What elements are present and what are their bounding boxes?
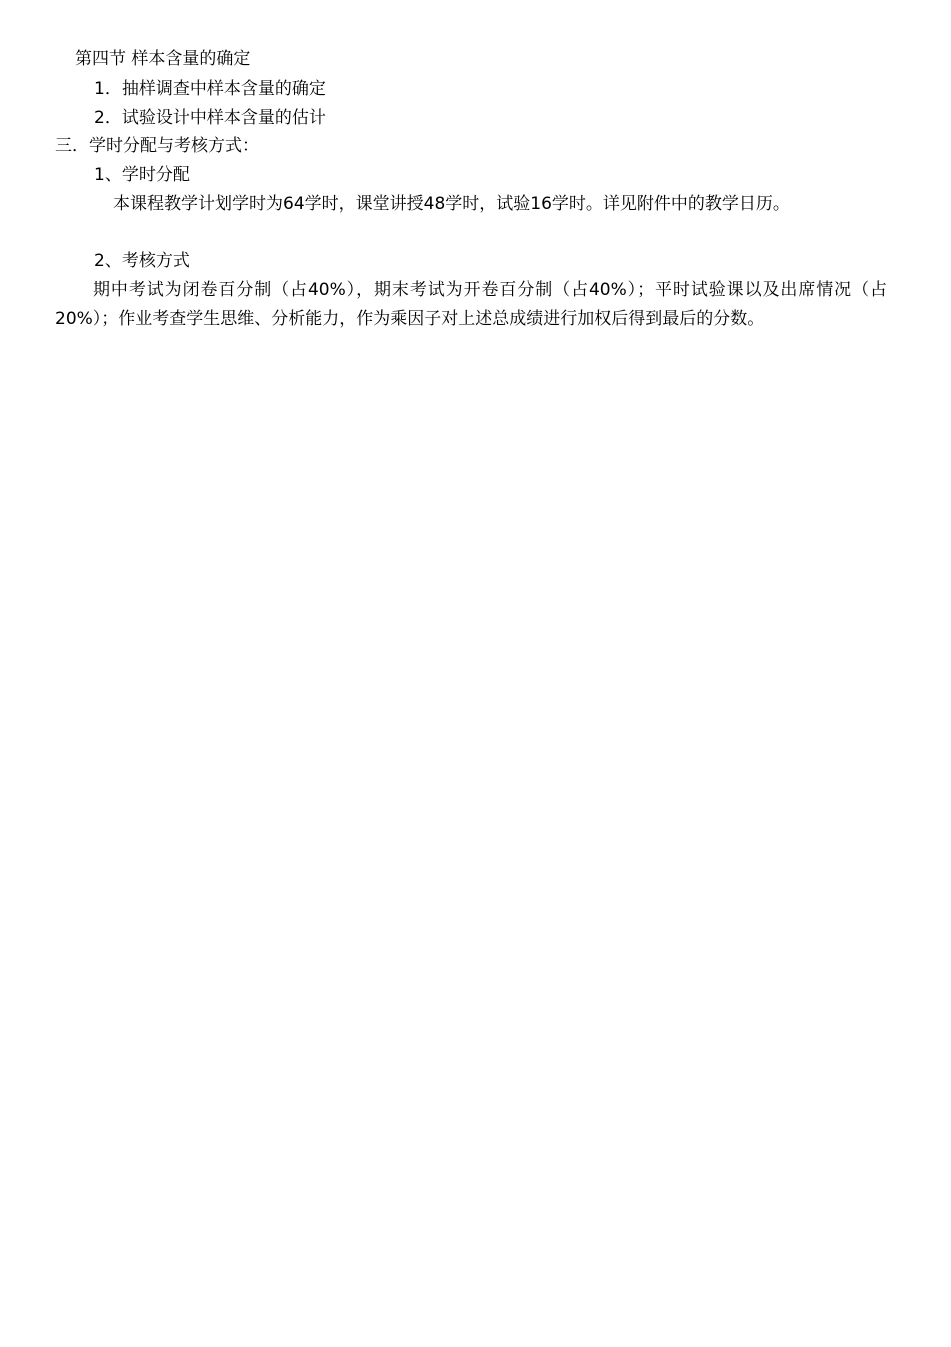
section-heading: 第四节 样本含量的确定 [75,49,251,69]
list-item: 1．抽样调查中样本含量的确定 [94,79,326,99]
part-heading: 三．学时分配与考核方式： [55,136,259,156]
hours-text: 本课程教学计划学时为64学时，课堂讲授48学时，试验16学时。详见附件中的教学日历。 [113,194,790,214]
list-item: 2．试验设计中样本含量的估计 [94,108,326,128]
hours-heading: 1、学时分配 [94,165,190,185]
assessment-heading: 2、考核方式 [94,251,190,271]
assessment-paragraph: 期中考试为闭卷百分制（占40%），期末考试为开卷百分制（占40%）；平时试验课以及出席情况（占20%）；作业考查学生思维、分析能力，作为乘因子对上述总成绩进行加权后得到最后的分数。 [55,280,887,329]
